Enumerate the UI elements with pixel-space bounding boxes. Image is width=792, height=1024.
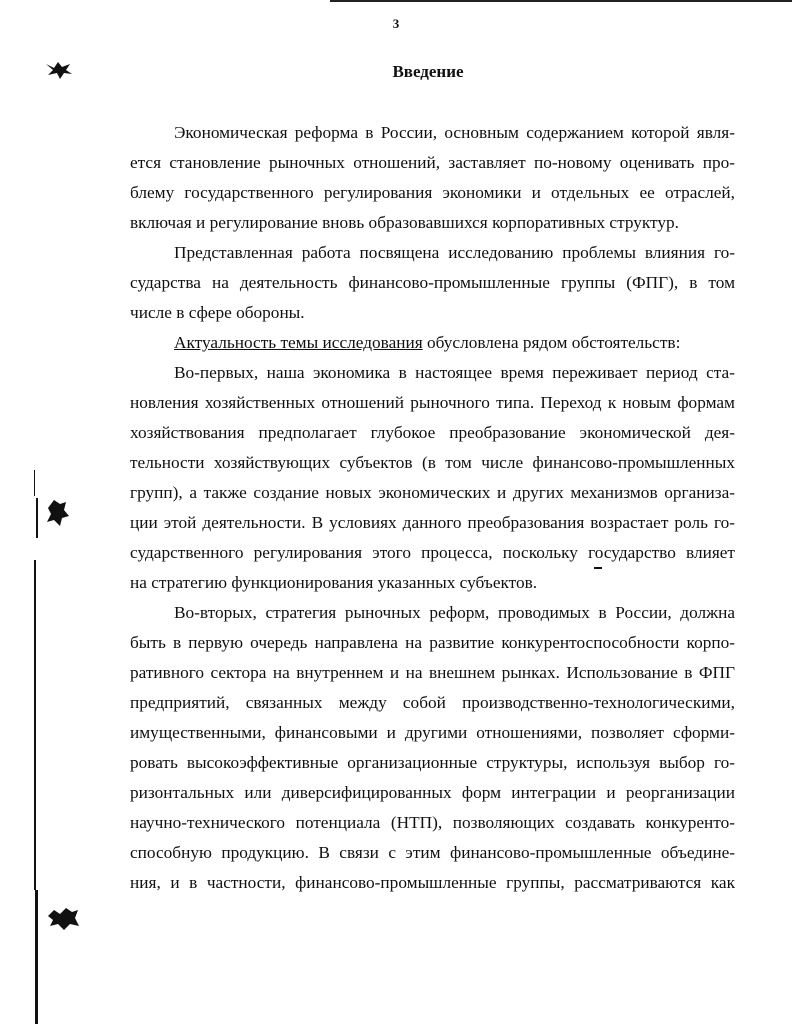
text-line: Экономическая реформа в России, основным содержанием которой явля-	[174, 123, 735, 142]
text-line: включая и регулирование вновь образовавшихся корпоративных структур.	[130, 213, 679, 232]
text-line: имущественными, финансовыми и другими отношениями, позволяет сформи-	[130, 723, 735, 742]
scan-blot-middle	[44, 498, 70, 528]
text-line: сударства на деятельность финансово-промышленные группы (ФПГ), в том	[130, 273, 735, 292]
text-line: ровать высокоэффективные организационные структуры, используя выбор го-	[130, 753, 735, 772]
text-line: Представленная работа посвящена исследованию проблемы влияния го-	[174, 243, 735, 262]
text-line: блему государственного регулирования экономики и отдельных ее отраслей,	[130, 183, 735, 202]
page-number: 3	[392, 16, 400, 31]
scan-blot-top	[44, 58, 76, 82]
scan-margin-line	[35, 890, 38, 1024]
paragraph-1	[130, 118, 735, 238]
paragraph-firstly	[130, 358, 735, 598]
relevance-underlined-text: Актуальность темы исследования	[174, 333, 423, 352]
text-line: способную продукцию. В связи с этим финансово-промышленные объедине-	[130, 843, 735, 862]
scan-speck	[594, 567, 602, 569]
text-line: хозяйствования предполагает глубокое преобразование экономической дея-	[130, 423, 735, 442]
text-line: новления хозяйственных отношений рыночного типа. Переход к новым формам	[130, 393, 735, 412]
text-line: тельности хозяйствующих субъектов (в том числе финансово-промышленных	[130, 453, 735, 472]
text-line: предприятий, связанных между собой производственно-технологическими,	[130, 693, 735, 712]
page-heading: Введение	[392, 62, 464, 81]
scan-margin-line	[34, 560, 36, 890]
paragraph-secondly	[130, 598, 735, 898]
top-border-rule	[330, 0, 792, 2]
text-line: групп), а также создание новых экономических и других механизмов организа-	[130, 483, 735, 502]
text-line: ется становление рыночных отношений, заставляет по-новому оценивать про-	[130, 153, 735, 172]
text-line: сударственного регулирования этого процесса, поскольку государство влияет	[130, 543, 735, 562]
scan-margin-line	[34, 470, 35, 496]
text-line: числе в сфере обороны.	[130, 303, 305, 322]
text-line: ния, и в частности, финансово-промышленные группы, рассматриваются как	[130, 873, 735, 892]
text-line: ративного сектора на внутреннем и на внешнем рынках. Использование в ФПГ	[130, 663, 735, 682]
text-line: ризонтальных или диверсифицированных форм интеграции и реорганизации	[130, 783, 735, 802]
text-line: быть в первую очередь направлена на развитие конкурентоспособности корпо-	[130, 633, 735, 652]
scan-margin-line	[36, 498, 38, 538]
paragraph-2	[130, 238, 735, 328]
text-line: Во-вторых, стратегия рыночных реформ, проводимых в России, должна	[174, 603, 735, 622]
scan-blot-bottom	[46, 904, 80, 932]
text-line: ции этой деятельности. В условиях данного преобразования возрастает роль го-	[130, 513, 735, 532]
body-text	[130, 118, 735, 898]
text-line: Во-первых, наша экономика в настоящее время переживает период ста-	[174, 363, 735, 382]
relevance-line	[130, 328, 735, 358]
text-line: научно-технического потенциала (НТП), позволяющих создавать конкуренто-	[130, 813, 735, 832]
text-line: на стратегию функционирования указанных субъектов.	[130, 573, 538, 592]
relevance-rest-text: обусловлена рядом обстоятельств:	[422, 333, 681, 352]
